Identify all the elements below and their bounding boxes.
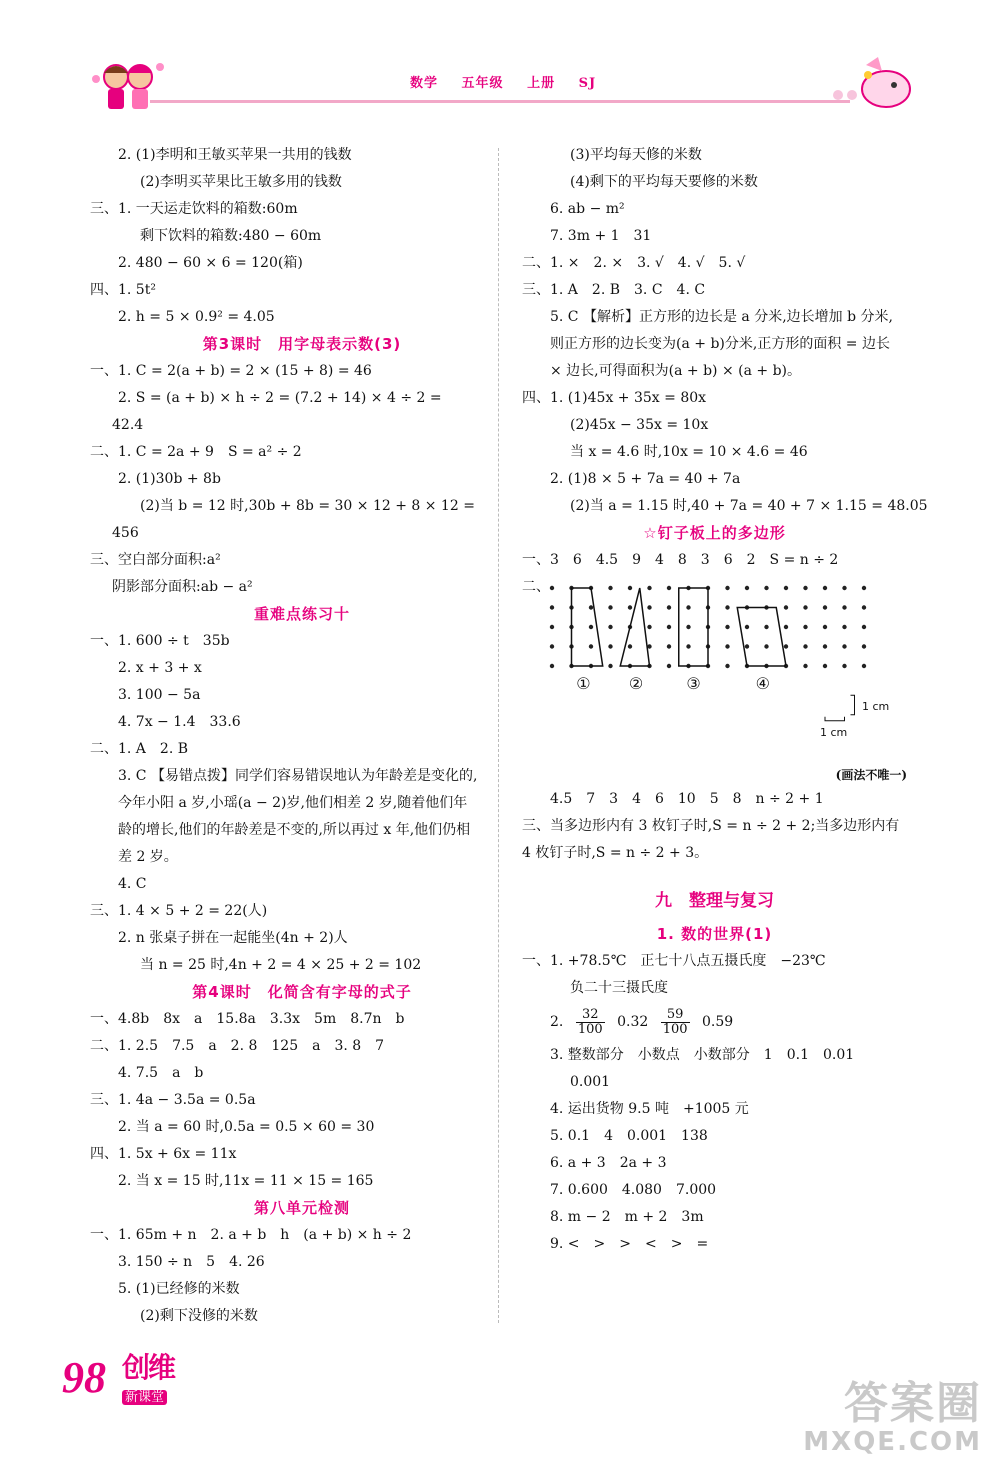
geoboard-peg bbox=[647, 605, 651, 609]
answer-line: (4)剩下的平均每天要修的米数 bbox=[570, 174, 758, 190]
answer-line: 一、4.8b 8x a 15.8a 3.3x 5m 8.7n b bbox=[90, 1011, 405, 1027]
geoboard-peg bbox=[725, 605, 729, 609]
geoboard-peg bbox=[589, 605, 593, 609]
geoboard-peg bbox=[784, 625, 788, 629]
answer-line: 2. (1)李明和王敏买苹果一共用的钱数 bbox=[118, 147, 352, 163]
geoboard-peg bbox=[667, 605, 671, 609]
geoboard-svg bbox=[542, 580, 912, 760]
answer-line: 三、1. 4 × 5 + 2 = 22(人) bbox=[90, 903, 268, 919]
watermark bbox=[803, 1380, 982, 1456]
geoboard-peg bbox=[803, 644, 807, 648]
answer-line: 2. h = 5 × 0.9² = 4.05 bbox=[118, 309, 275, 325]
geoboard-peg bbox=[803, 664, 807, 668]
answer-line: 4. 运出货物 9.5 吨 +1005 元 bbox=[550, 1101, 749, 1117]
answer-line: 2. n 张桌子拼在一起能坐(4n + 2)人 bbox=[118, 930, 348, 946]
watermark-url: MXQE.COM bbox=[803, 1427, 982, 1457]
header-volume: 上册 bbox=[527, 76, 556, 91]
answer-line: 2. (1)8 × 5 + 7a = 40 + 7a bbox=[550, 471, 741, 487]
chapter-title: 九 整理与复习 bbox=[655, 891, 774, 911]
geoboard-peg bbox=[764, 644, 768, 648]
answer-line: 二、1. C = 2a + 9 S = a² ÷ 2 bbox=[90, 444, 302, 460]
right-column bbox=[522, 142, 928, 1258]
geoboard-peg bbox=[725, 644, 729, 648]
geoboard-peg bbox=[725, 625, 729, 629]
fraction-numerator: 32 bbox=[576, 1008, 605, 1023]
geoboard-peg bbox=[862, 586, 866, 590]
geoboard-peg bbox=[628, 605, 632, 609]
answer-line: 当 x = 4.6 时,10x = 10 × 4.6 = 46 bbox=[570, 444, 808, 460]
watermark-text: 答案圈 bbox=[844, 1378, 982, 1429]
geoboard-peg bbox=[667, 644, 671, 648]
answer-line: 一、1. C = 2(a + b) = 2 × (15 + 8) = 46 bbox=[90, 363, 372, 379]
geoboard-peg bbox=[628, 586, 632, 590]
geoboard-peg bbox=[667, 586, 671, 590]
answer-line: 7. 3m + 1 31 bbox=[550, 228, 652, 244]
answer-line: 8. m − 2 m + 2 3m bbox=[550, 1209, 704, 1225]
geoboard-peg bbox=[862, 625, 866, 629]
section-title: 第4课时 化简含有字母的式子 bbox=[192, 983, 412, 1001]
page-header bbox=[0, 0, 1000, 140]
answer-line: 三、1. 4a − 3.5a = 0.5a bbox=[90, 1092, 256, 1108]
geoboard-peg bbox=[745, 586, 749, 590]
geoboard-peg bbox=[842, 625, 846, 629]
header-title bbox=[410, 72, 614, 91]
geoboard-peg bbox=[842, 605, 846, 609]
polygon-shape-2 bbox=[620, 588, 649, 666]
geoboard-peg bbox=[803, 586, 807, 590]
geoboard-peg bbox=[686, 644, 690, 648]
geoboard-peg bbox=[764, 625, 768, 629]
answer-line: 9. < > > < > = bbox=[550, 1236, 709, 1252]
polygon-shape-1 bbox=[572, 588, 603, 666]
answer-line: 三、空白部分面积:a² bbox=[90, 552, 221, 568]
geoboard-peg bbox=[862, 664, 866, 668]
column-divider bbox=[498, 148, 499, 1323]
geoboard-peg bbox=[803, 625, 807, 629]
geoboard-peg bbox=[589, 644, 593, 648]
geoboard-peg bbox=[686, 625, 690, 629]
geoboard-peg bbox=[823, 644, 827, 648]
unit-label-vertical: 1 cm bbox=[862, 700, 890, 713]
answer-paragraph: 5. C 【解析】正方形的边长是 a 分米,边长增加 b 分米,则正方形的边长变为(a + b)分米,正方形的面积 = 边长 × 边长,可得面积为(a + b) × (a + b)。 bbox=[550, 309, 893, 379]
answer-line: 三、1. 一天运走饮料的箱数:60m bbox=[90, 201, 298, 217]
geoboard-peg bbox=[686, 605, 690, 609]
figure-label-1: ① bbox=[576, 674, 591, 693]
cartoon-dolphin-icon bbox=[808, 55, 918, 115]
geoboard-figure bbox=[522, 574, 907, 764]
left-column bbox=[90, 142, 492, 1330]
geoboard-peg bbox=[608, 586, 612, 590]
answer-line: 4.5 7 3 4 6 10 5 8 n ÷ 2 + 1 bbox=[550, 791, 824, 807]
geoboard-peg bbox=[550, 605, 554, 609]
answer-line: (2)当 b = 12 时,30b + 8b = 30 × 12 + 8 × 12 = bbox=[140, 498, 475, 514]
geoboard-peg bbox=[628, 644, 632, 648]
page-number: 98 bbox=[62, 1353, 106, 1402]
answer-paragraph: 三、当多边形内有 3 枚钉子时,S = n ÷ 2 + 2;当多边形内有 4 枚钉子时,S = n ÷ 2 + 3。 bbox=[522, 818, 900, 861]
answer-line: 一、1. 600 ÷ t 35b bbox=[90, 633, 230, 649]
answer-line: 6. ab − m² bbox=[550, 201, 625, 217]
geoboard-peg bbox=[823, 586, 827, 590]
answer-line: 4. C bbox=[118, 876, 147, 892]
answer-line: 三、1. A 2. B 3. C 4. C bbox=[522, 282, 706, 298]
geoboard-peg bbox=[667, 664, 671, 668]
answer-line: 2. x + 3 + x bbox=[118, 660, 202, 676]
geoboard-peg bbox=[842, 644, 846, 648]
answer-line-fractions bbox=[522, 1002, 907, 1042]
answer-line: 4. 7.5 a b bbox=[118, 1065, 204, 1081]
answer-line: 当 n = 25 时,4n + 2 = 4 × 25 + 2 = 102 bbox=[140, 957, 422, 973]
answer-line: (3)平均每天修的米数 bbox=[570, 147, 702, 163]
polygon-shape-3 bbox=[679, 588, 708, 666]
header-grade: 五年级 bbox=[461, 76, 504, 91]
answer-line: 二、1. 2.5 7.5 a 2. 8 125 a 3. 8 7 bbox=[90, 1038, 385, 1054]
header-divider-line bbox=[150, 100, 850, 103]
item-number: 2. bbox=[550, 1014, 564, 1030]
header-subject: 数学 bbox=[410, 76, 439, 91]
answer-line: 5. 0.1 4 0.001 138 bbox=[550, 1128, 708, 1144]
geoboard-peg bbox=[842, 586, 846, 590]
answer-line: 剩下饮料的箱数:480 − 60m bbox=[140, 228, 322, 244]
section-title: 第八单元检测 bbox=[253, 1199, 350, 1217]
geoboard-peg bbox=[550, 644, 554, 648]
section-title: 1. 数的世界(1) bbox=[656, 925, 773, 943]
brand-logo bbox=[122, 1346, 194, 1405]
answer-line: 一、1. +78.5℃ 正七十八点五摄氏度 −23℃ bbox=[522, 953, 826, 969]
answer-paragraph: 3. C 【易错点拨】同学们容易错误地认为年龄差是变化的,今年小阳 a 岁,小瑶(a − 2)岁,他们相差 2 岁,随着他们年龄的增长,他们的年龄差是不变的,所以再过 x 年,他们仍相差 2 岁。 bbox=[118, 768, 478, 865]
geoboard-peg bbox=[823, 605, 827, 609]
geoboard-peg bbox=[725, 664, 729, 668]
answer-line: 负二十三摄氏度 bbox=[570, 980, 668, 996]
answer-line: 6. a + 3 2a + 3 bbox=[550, 1155, 667, 1171]
geoboard-peg bbox=[608, 625, 612, 629]
geoboard-peg bbox=[784, 644, 788, 648]
answer-line: 四、1. 5t² bbox=[90, 282, 156, 298]
decimal-value: 0.59 bbox=[702, 1014, 734, 1030]
section-title: 第3课时 用字母表示数(3) bbox=[202, 335, 402, 353]
logo-text: 创维 bbox=[122, 1351, 175, 1384]
geoboard-peg bbox=[550, 586, 554, 590]
answer-line: 阴影部分面积:ab − a² bbox=[112, 579, 253, 595]
answer-line: 5. (1)已经修的米数 bbox=[118, 1281, 240, 1297]
geoboard-peg bbox=[608, 644, 612, 648]
geoboard-peg bbox=[667, 625, 671, 629]
geoboard-peg bbox=[589, 625, 593, 629]
geoboard-peg bbox=[550, 625, 554, 629]
section-title: ☆钉子板上的多边形 bbox=[643, 524, 786, 542]
geoboard-peg bbox=[647, 586, 651, 590]
answer-line: 3. 100 − 5a bbox=[118, 687, 201, 703]
geoboard-peg bbox=[608, 664, 612, 668]
answer-line: 二、1. A 2. B bbox=[90, 741, 189, 757]
fraction bbox=[576, 1008, 605, 1037]
answer-line: 3. 整数部分 小数点 小数部分 1 0.1 0.01 bbox=[550, 1047, 855, 1063]
answer-line: 7. 0.600 4.080 7.000 bbox=[550, 1182, 717, 1198]
answer-line: 四、1. 5x + 6x = 11x bbox=[90, 1146, 237, 1162]
geoboard-peg bbox=[862, 644, 866, 648]
fraction-denominator: 100 bbox=[577, 1021, 603, 1037]
unit-bracket bbox=[825, 717, 845, 721]
answer-line: 2. (1)30b + 8b bbox=[118, 471, 221, 487]
unit-bracket bbox=[851, 695, 855, 715]
header-edition: SJ bbox=[578, 76, 597, 91]
answer-line: 0.001 bbox=[570, 1074, 611, 1090]
logo-subtext: 新课堂 bbox=[122, 1390, 167, 1405]
geoboard-peg bbox=[784, 586, 788, 590]
figure-label-2: ② bbox=[628, 674, 644, 693]
answer-line: 2. S = (a + b) × h ÷ 2 = (7.2 + 14) × 4 ÷ 2 = bbox=[118, 390, 442, 406]
geoboard-peg bbox=[725, 586, 729, 590]
geoboard-peg bbox=[608, 605, 612, 609]
section-title: 重难点练习十 bbox=[253, 605, 350, 623]
answer-line: 2. 当 a = 60 时,0.5a = 0.5 × 60 = 30 bbox=[118, 1119, 375, 1135]
decimal-value: 0.32 bbox=[617, 1014, 649, 1030]
answer-line: 2. 480 − 60 × 6 = 120(箱) bbox=[118, 255, 303, 271]
answer-line: (2)45x − 35x = 10x bbox=[570, 417, 709, 433]
answer-line: 二、1. × 2. × 3. √ 4. √ 5. √ bbox=[522, 255, 746, 271]
fraction-numerator: 59 bbox=[661, 1008, 690, 1023]
geoboard-peg bbox=[842, 664, 846, 668]
geoboard-peg bbox=[862, 605, 866, 609]
geoboard-peg bbox=[823, 664, 827, 668]
answer-line: 42.4 bbox=[112, 417, 144, 433]
cartoon-kids-icon bbox=[88, 55, 168, 120]
answer-line: 456 bbox=[112, 525, 139, 541]
answer-line: 四、1. (1)45x + 35x = 80x bbox=[522, 390, 707, 406]
geoboard-peg bbox=[745, 625, 749, 629]
geoboard-peg bbox=[764, 586, 768, 590]
geoboard-peg bbox=[647, 625, 651, 629]
fraction bbox=[661, 1008, 690, 1037]
geoboard-peg bbox=[745, 644, 749, 648]
geoboard-peg bbox=[823, 625, 827, 629]
geoboard-peg bbox=[784, 605, 788, 609]
fraction-denominator: 100 bbox=[662, 1021, 688, 1037]
polygon-shape-4 bbox=[737, 608, 786, 667]
geoboard-peg bbox=[550, 664, 554, 668]
answer-line: 二、 bbox=[522, 579, 550, 595]
answer-line: 2. 当 x = 15 时,11x = 11 × 15 = 165 bbox=[118, 1173, 374, 1189]
answer-line: 4. 7x − 1.4 33.6 bbox=[118, 714, 241, 730]
answer-line: 一、1. 65m + n 2. a + b h (a + b) × h ÷ 2 bbox=[90, 1227, 412, 1243]
figure-label-4: ④ bbox=[755, 674, 770, 693]
answer-line: 3. 150 ÷ n 5 4. 26 bbox=[118, 1254, 265, 1270]
answer-line: (2)剩下没修的米数 bbox=[140, 1308, 258, 1324]
answer-line: (2)李明买苹果比王敏多用的钱数 bbox=[140, 174, 342, 190]
figure-label-3: ③ bbox=[686, 674, 701, 693]
answer-line: 一、3 6 4.5 9 4 8 3 6 2 S = n ÷ 2 bbox=[522, 552, 839, 568]
drawing-note: (画法不唯一) bbox=[835, 768, 907, 782]
geoboard-peg bbox=[803, 605, 807, 609]
unit-label-horizontal: 1 cm bbox=[820, 726, 848, 739]
answer-line: (2)当 a = 1.15 时,40 + 7a = 40 + 7 × 1.15 = 48.05 bbox=[570, 498, 928, 514]
